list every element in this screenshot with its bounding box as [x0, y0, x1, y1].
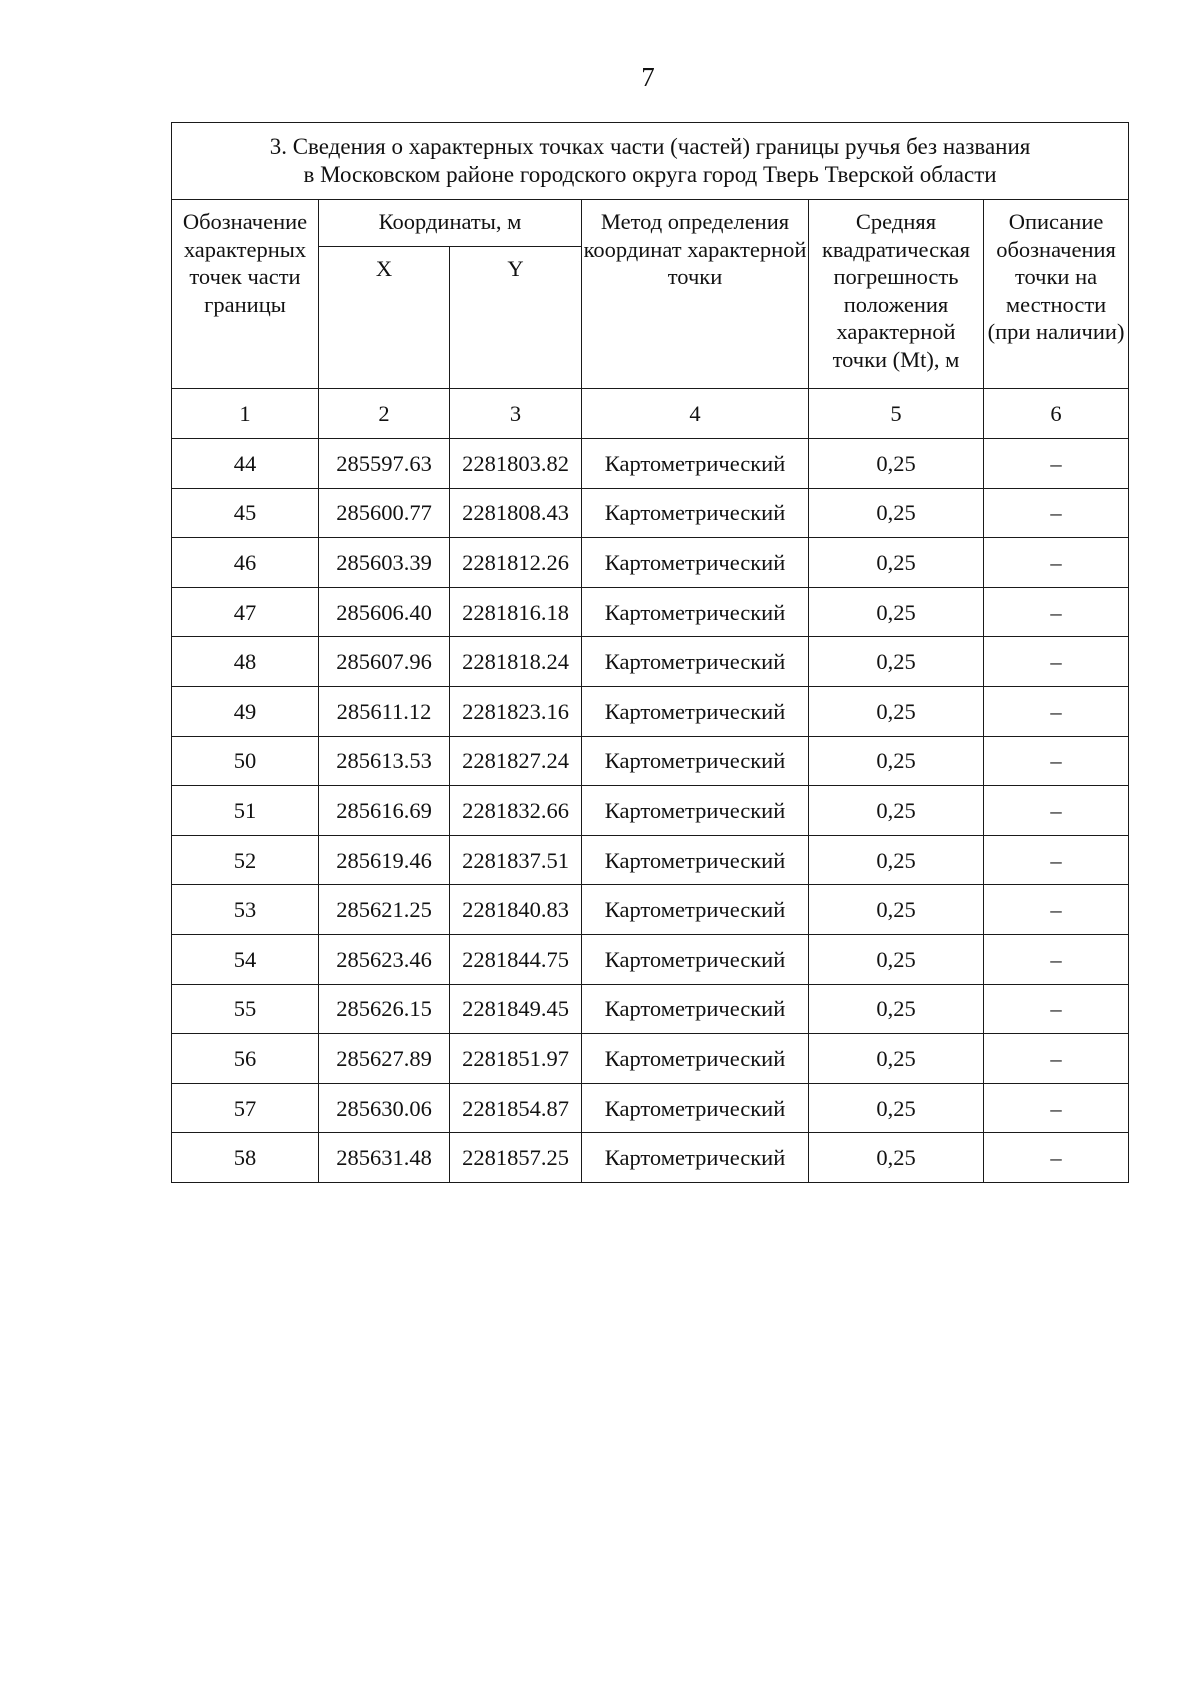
cell-point: 44: [172, 439, 319, 489]
cell-x: 285611.12: [319, 686, 450, 736]
cell-error: 0,25: [809, 637, 984, 687]
column-number: 4: [582, 389, 809, 439]
cell-error: 0,25: [809, 885, 984, 935]
boundary-points-table: [171, 122, 1129, 1183]
cell-y: 2281812.26: [450, 538, 582, 588]
cell-description: –: [984, 686, 1129, 736]
cell-error: 0,25: [809, 538, 984, 588]
cell-point: 51: [172, 786, 319, 836]
table-row: [172, 637, 1129, 687]
table-title-line-2: в Московском районе городского округа город Тверь Тверской области: [303, 162, 997, 187]
cell-error: 0,25: [809, 488, 984, 538]
table-title-row: [172, 123, 1129, 200]
header-y: Y: [450, 247, 582, 389]
cell-description: –: [984, 439, 1129, 489]
column-number: 6: [984, 389, 1129, 439]
header-description: Описание обозначения точки на местности (при наличии): [984, 200, 1129, 389]
cell-description: –: [984, 538, 1129, 588]
cell-method: Картометрический: [582, 1133, 809, 1183]
cell-y: 2281808.43: [450, 488, 582, 538]
column-number: 1: [172, 389, 319, 439]
table-row: [172, 786, 1129, 836]
column-numbers-row: [172, 389, 1129, 439]
cell-x: 285606.40: [319, 587, 450, 637]
cell-x: 285613.53: [319, 736, 450, 786]
column-number: 5: [809, 389, 984, 439]
cell-point: 50: [172, 736, 319, 786]
header-point: Обозначение характерных точек части границы: [172, 200, 319, 389]
table-row: [172, 835, 1129, 885]
cell-method: Картометрический: [582, 1034, 809, 1084]
cell-point: 56: [172, 1034, 319, 1084]
boundary-points-table-container: [171, 122, 1128, 1183]
cell-point: 57: [172, 1083, 319, 1133]
cell-x: 285616.69: [319, 786, 450, 836]
header-method: Метод определения координат характерной точки: [582, 200, 809, 389]
cell-description: –: [984, 587, 1129, 637]
cell-point: 53: [172, 885, 319, 935]
cell-x: 285631.48: [319, 1133, 450, 1183]
cell-description: –: [984, 984, 1129, 1034]
cell-y: 2281823.16: [450, 686, 582, 736]
cell-point: 55: [172, 984, 319, 1034]
cell-method: Картометрический: [582, 686, 809, 736]
cell-point: 54: [172, 934, 319, 984]
cell-x: 285627.89: [319, 1034, 450, 1084]
cell-error: 0,25: [809, 934, 984, 984]
cell-x: 285623.46: [319, 934, 450, 984]
cell-x: 285603.39: [319, 538, 450, 588]
cell-error: 0,25: [809, 1034, 984, 1084]
cell-y: 2281818.24: [450, 637, 582, 687]
table-row: [172, 686, 1129, 736]
table-row: [172, 885, 1129, 935]
cell-y: 2281827.24: [450, 736, 582, 786]
cell-x: 285600.77: [319, 488, 450, 538]
cell-y: 2281816.18: [450, 587, 582, 637]
cell-method: Картометрический: [582, 637, 809, 687]
table-row: [172, 1133, 1129, 1183]
cell-error: 0,25: [809, 587, 984, 637]
cell-y: 2281844.75: [450, 934, 582, 984]
cell-method: Картометрический: [582, 736, 809, 786]
cell-x: 285597.63: [319, 439, 450, 489]
cell-x: 285607.96: [319, 637, 450, 687]
cell-method: Картометрический: [582, 934, 809, 984]
cell-error: 0,25: [809, 835, 984, 885]
cell-description: –: [984, 934, 1129, 984]
table-row: [172, 538, 1129, 588]
column-number: 2: [319, 389, 450, 439]
cell-x: 285626.15: [319, 984, 450, 1034]
cell-y: 2281832.66: [450, 786, 582, 836]
cell-x: 285621.25: [319, 885, 450, 935]
cell-method: Картометрический: [582, 885, 809, 935]
cell-error: 0,25: [809, 686, 984, 736]
table-header-row: [172, 200, 1129, 247]
cell-description: –: [984, 637, 1129, 687]
cell-method: Картометрический: [582, 538, 809, 588]
cell-error: 0,25: [809, 736, 984, 786]
column-number: 3: [450, 389, 582, 439]
cell-description: –: [984, 786, 1129, 836]
cell-y: 2281803.82: [450, 439, 582, 489]
cell-method: Картометрический: [582, 587, 809, 637]
cell-y: 2281837.51: [450, 835, 582, 885]
table-title-line-1: 3. Сведения о характерных точках части (частей) границы ручья без названия: [269, 134, 1031, 159]
cell-point: 49: [172, 686, 319, 736]
cell-error: 0,25: [809, 1083, 984, 1133]
cell-description: –: [984, 1034, 1129, 1084]
table-row: [172, 488, 1129, 538]
cell-description: –: [984, 885, 1129, 935]
table-title: [172, 123, 1129, 200]
cell-description: –: [984, 736, 1129, 786]
table-row: [172, 984, 1129, 1034]
header-x: X: [319, 247, 450, 389]
header-error: Средняя квадратическая погрешность положения характерной точки (Mt), м: [809, 200, 984, 389]
cell-x: 285619.46: [319, 835, 450, 885]
table-body: [172, 439, 1129, 1183]
cell-method: Картометрический: [582, 786, 809, 836]
cell-method: Картометрический: [582, 984, 809, 1034]
header-coordinates: Координаты, м: [319, 200, 582, 247]
cell-point: 45: [172, 488, 319, 538]
cell-method: Картометрический: [582, 835, 809, 885]
cell-description: –: [984, 488, 1129, 538]
cell-error: 0,25: [809, 786, 984, 836]
cell-point: 48: [172, 637, 319, 687]
page-number: 7: [641, 62, 655, 92]
table-row: [172, 1083, 1129, 1133]
cell-method: Картометрический: [582, 1083, 809, 1133]
cell-error: 0,25: [809, 984, 984, 1034]
cell-point: 47: [172, 587, 319, 637]
cell-y: 2281849.45: [450, 984, 582, 1034]
cell-description: –: [984, 1083, 1129, 1133]
table-row: [172, 736, 1129, 786]
cell-error: 0,25: [809, 439, 984, 489]
cell-description: –: [984, 1133, 1129, 1183]
cell-y: 2281840.83: [450, 885, 582, 935]
cell-error: 0,25: [809, 1133, 984, 1183]
cell-x: 285630.06: [319, 1083, 450, 1133]
table-row: [172, 934, 1129, 984]
cell-point: 46: [172, 538, 319, 588]
cell-description: –: [984, 835, 1129, 885]
table-row: [172, 1034, 1129, 1084]
cell-method: Картометрический: [582, 439, 809, 489]
cell-y: 2281851.97: [450, 1034, 582, 1084]
table-row: [172, 587, 1129, 637]
cell-y: 2281854.87: [450, 1083, 582, 1133]
cell-point: 52: [172, 835, 319, 885]
cell-y: 2281857.25: [450, 1133, 582, 1183]
cell-point: 58: [172, 1133, 319, 1183]
cell-method: Картометрический: [582, 488, 809, 538]
table-row: [172, 439, 1129, 489]
